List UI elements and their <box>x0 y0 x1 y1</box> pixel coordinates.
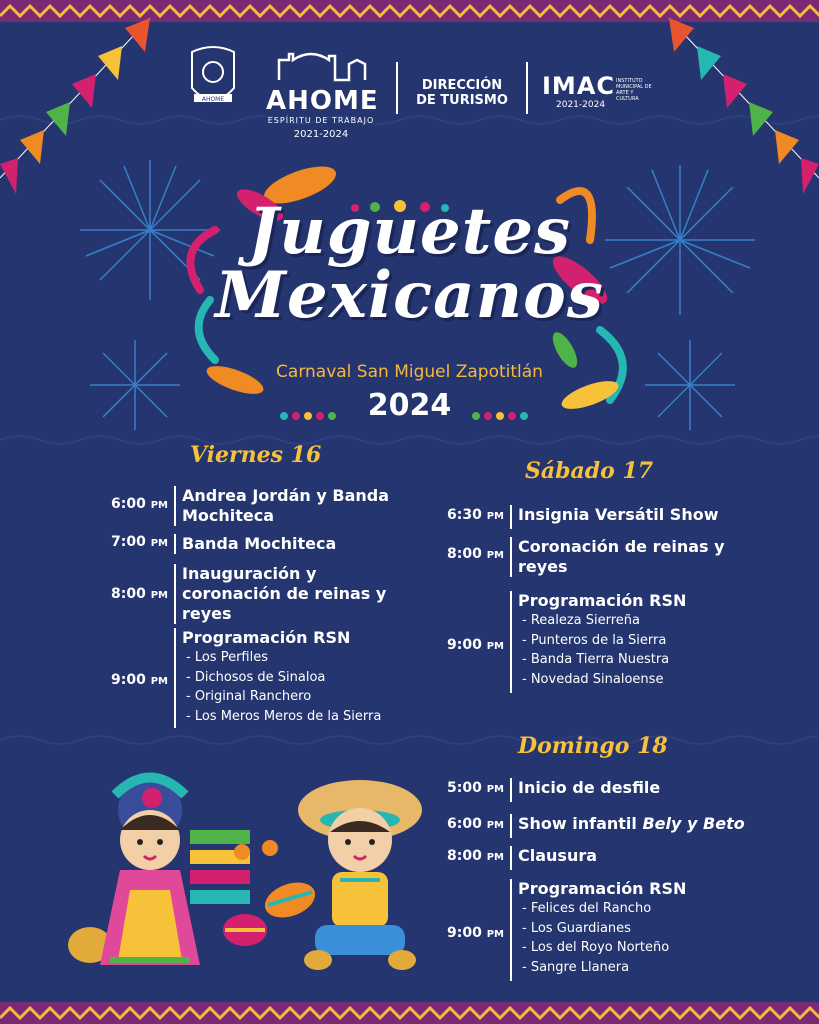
event-title <box>0 194 819 333</box>
event-name: Banda Mochiteca <box>182 534 337 553</box>
event-name: Insignia Versátil Show <box>518 505 719 524</box>
day-heading-sabado: Sábado 17 <box>525 458 654 484</box>
event-time: 9:00 PM <box>447 637 504 653</box>
list-item: - Banda Tierra Nuestra <box>522 652 670 667</box>
event-time: 9:00 PM <box>447 925 504 941</box>
list-item: - Sangre Llanera <box>522 959 630 975</box>
schedule-event <box>436 505 748 529</box>
list-item: - Los Perfiles <box>186 650 268 665</box>
event-name: Programación RSN <box>182 628 351 647</box>
schedule-event <box>436 879 686 981</box>
day-heading-viernes: Viernes 16 <box>190 442 322 468</box>
shield-label: AHOME <box>201 96 225 103</box>
event-time: 6:30 PM <box>447 507 504 523</box>
event-subtitle: Carnaval San Miguel Zapotitlán <box>276 362 543 382</box>
schedule-event <box>436 537 738 577</box>
dots-right-decoration <box>472 405 532 424</box>
list-item: - Punteros de la Sierra <box>522 632 667 648</box>
schedule-event <box>100 628 381 728</box>
xylophone-icon <box>190 830 250 904</box>
list-item: - Felices del Rancho <box>522 901 652 916</box>
imac-years: 2021-2024 <box>556 100 606 110</box>
event-subitems <box>518 611 686 689</box>
event-name: Inicio de desfile <box>518 778 661 797</box>
ahome-name: AHOME <box>266 86 379 116</box>
event-name: Show infantil Bely y Beto <box>518 814 745 833</box>
list-item: - Los Meros Meros de la Sierra <box>186 708 382 724</box>
event-name: Coronación de reinas y reyes <box>518 537 725 576</box>
event-year: 2024 <box>367 388 452 423</box>
event-time: 7:00 PM <box>111 534 168 550</box>
event-time: 9:00 PM <box>111 672 168 688</box>
event-name: Programación RSN <box>518 879 687 898</box>
event-divider <box>510 846 512 870</box>
event-divider <box>510 537 512 577</box>
event-divider <box>510 591 512 693</box>
event-divider <box>510 879 512 981</box>
bottom-border <box>0 1002 819 1024</box>
event-time: 8:00 PM <box>111 586 168 602</box>
doll-icon <box>68 778 200 966</box>
event-name-emphasis: Bely y Beto <box>642 814 745 833</box>
title-line-2: Mexicanos <box>215 258 604 333</box>
toys-illustration <box>60 770 430 980</box>
boy-doll-icon <box>298 780 422 970</box>
direccion-turismo-logo: DIRECCIÓN DE TURISMO <box>416 78 508 108</box>
schedule-event <box>436 778 748 802</box>
event-divider <box>174 486 176 526</box>
event-time: 6:00 PM <box>447 816 504 832</box>
event-divider <box>510 778 512 802</box>
ahome-years: 2021-2024 <box>293 129 349 140</box>
event-divider <box>510 505 512 529</box>
list-item: - Realeza Sierreña <box>522 613 641 628</box>
event-divider <box>174 534 176 554</box>
event-details <box>182 628 381 726</box>
event-time: 8:00 PM <box>447 848 504 864</box>
event-details <box>518 879 686 977</box>
event-name: Andrea Jordán y Banda Mochiteca <box>182 486 390 525</box>
event-subitems <box>518 899 686 977</box>
event-divider <box>174 628 176 728</box>
event-name: Clausura <box>518 846 598 865</box>
event-divider <box>174 564 176 624</box>
event-subitems <box>182 648 381 726</box>
event-details <box>518 591 686 689</box>
event-time: 6:00 PM <box>111 496 168 512</box>
title-line-1: Juguetes <box>247 194 572 269</box>
event-name: Programación RSN <box>518 591 687 610</box>
schedule-event <box>436 846 748 870</box>
schedule-event <box>100 486 392 526</box>
event-name: Inauguración y coronación de reinas y reyes <box>182 564 387 623</box>
day-heading-domingo: Domingo 18 <box>518 733 668 759</box>
event-divider <box>510 814 512 838</box>
schedule-event <box>436 591 686 693</box>
list-item: - Novedad Sinaloense <box>522 671 664 687</box>
list-item: - Los del Royo Norteño <box>522 940 670 955</box>
schedule-event <box>100 564 402 624</box>
ahome-tagline: ESPÍRITU DE TRABAJO <box>267 116 375 125</box>
event-time: 8:00 PM <box>447 546 504 562</box>
schedule-event <box>436 814 778 838</box>
schedule-event <box>100 534 392 554</box>
list-item: - Los Guardianes <box>522 920 631 936</box>
event-time: 5:00 PM <box>447 780 504 796</box>
imac-name: IMAC <box>542 72 615 100</box>
list-item: - Original Ranchero <box>186 689 312 704</box>
list-item: - Dichosos de Sinaloa <box>186 669 326 685</box>
imac-full-name: INSTITUTO MUNICIPAL DE ARTE Y CULTURA <box>616 78 652 102</box>
